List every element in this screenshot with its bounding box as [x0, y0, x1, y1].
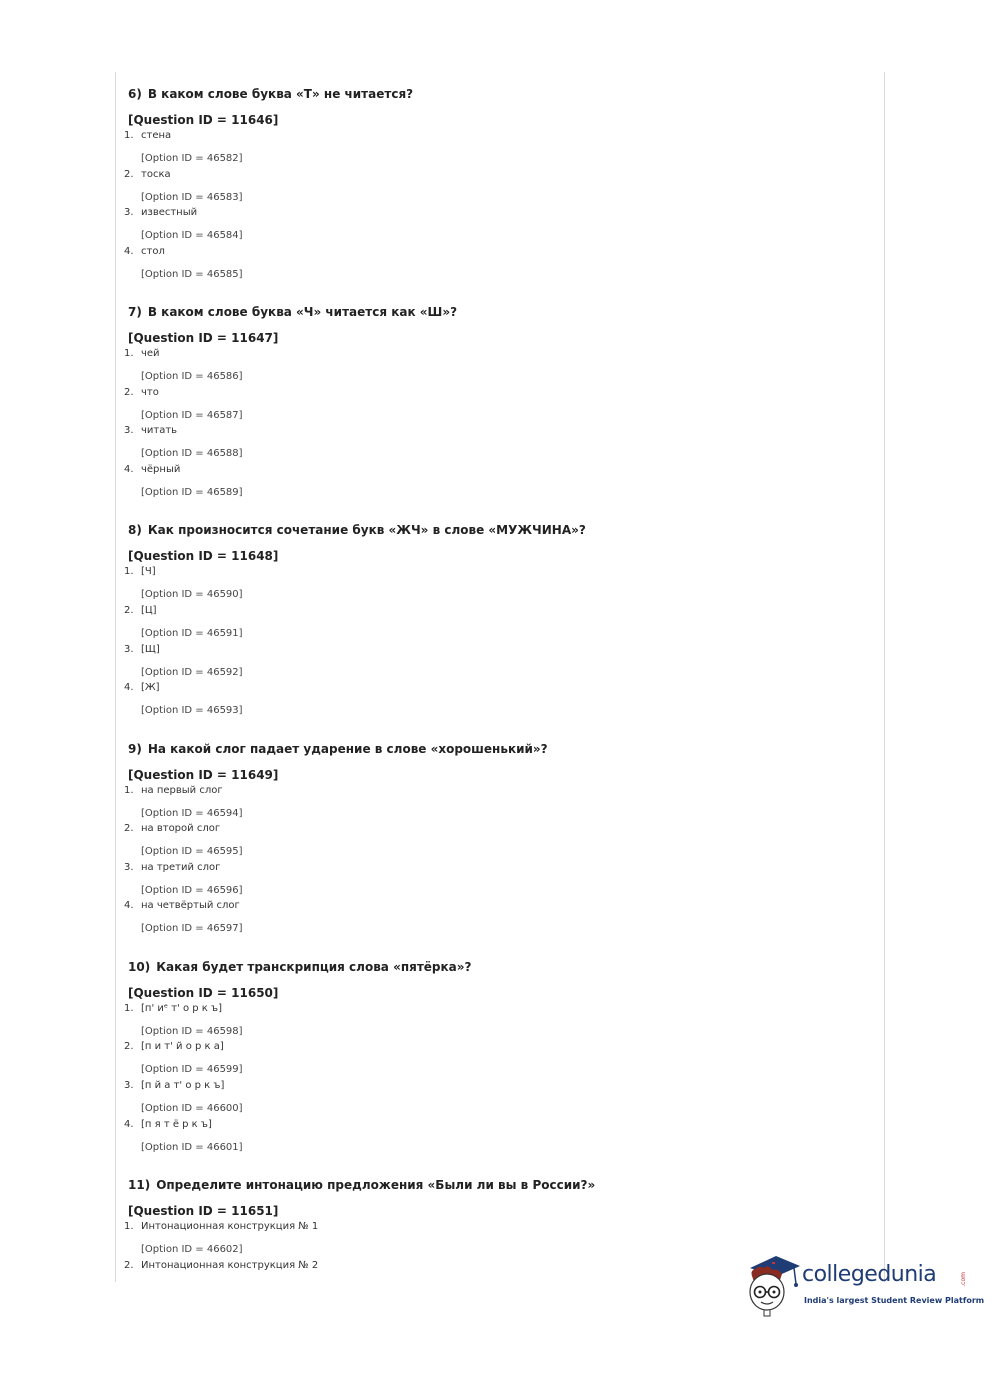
option-id: [Option ID = 46590]: [141, 589, 243, 601]
option-item: [124, 1002, 874, 1041]
question-number: 7): [128, 305, 142, 320]
option-text: [Ц]: [141, 604, 157, 616]
option-number: 4.: [124, 900, 134, 912]
option-item: [124, 1118, 874, 1157]
option-id: [Option ID = 46595]: [141, 846, 243, 858]
option-text: известный: [141, 207, 198, 219]
option-item: [124, 1079, 874, 1118]
option-number: 4.: [124, 463, 134, 475]
question-id: [Question ID = 11650]: [128, 985, 279, 1000]
option-text: [Ч]: [141, 566, 156, 578]
option-number: 2.: [124, 1041, 134, 1053]
option-number: 4.: [124, 1118, 134, 1130]
question-10: [124, 959, 874, 1177]
question-title: [124, 1177, 874, 1194]
option-id: [Option ID = 46589]: [141, 486, 243, 498]
question-title: [124, 959, 874, 976]
option-text: стена: [141, 130, 172, 141]
option-text: [п' иᵉ т' о р к ъ]: [141, 1002, 222, 1014]
option-list: [124, 1002, 874, 1156]
option-text: [п я т ё р к ъ]: [141, 1118, 212, 1130]
option-item: [124, 643, 874, 682]
option-text: чей: [141, 348, 160, 360]
question-8: [124, 522, 874, 740]
question-text: Как произносится сочетание букв «ЖЧ» в слове «МУЖЧИНА»?: [147, 523, 586, 538]
option-number: 3.: [124, 643, 134, 655]
option-item: [124, 245, 874, 284]
option-text: [Ж]: [141, 682, 160, 694]
option-number: 3.: [124, 207, 134, 219]
option-id: [Option ID = 46594]: [141, 807, 243, 819]
question-title: [124, 86, 874, 103]
page-rule-right: [884, 72, 885, 1282]
question-text: На какой слог падает ударение в слове «хорошенький»?: [147, 741, 548, 756]
option-item: [124, 1040, 874, 1079]
option-id: [Option ID = 46588]: [141, 448, 243, 460]
option-number: 3.: [124, 1079, 134, 1091]
option-number: 2.: [124, 823, 134, 835]
option-item: [124, 206, 874, 245]
option-text: что: [141, 386, 159, 398]
option-number: 2.: [124, 1259, 134, 1271]
option-text: [п й а т' о р к ъ]: [141, 1079, 225, 1091]
option-item: [124, 129, 874, 168]
option-number: 4.: [124, 682, 134, 694]
option-id: [Option ID = 46599]: [141, 1064, 243, 1076]
option-text: читать: [141, 425, 178, 437]
question-text: В каком слове буква «Ч» читается как «Ш»?: [147, 305, 458, 320]
option-text: [Щ]: [141, 643, 160, 655]
option-text: на первый слог: [141, 784, 223, 796]
question-text: В каком слове буква «Т» не читается?: [147, 87, 414, 101]
question-7: [124, 304, 874, 522]
option-item: [124, 463, 874, 502]
option-number: 1.: [124, 566, 134, 578]
question-title: [124, 741, 874, 758]
option-text: чёрный: [141, 463, 181, 475]
option-text: [п и т' й о р к а]: [141, 1041, 224, 1053]
question-9: [124, 741, 874, 959]
question-number: 8): [128, 523, 142, 538]
option-number: 4.: [124, 245, 134, 257]
logo-wordmark: collegedunia: [802, 1262, 937, 1287]
option-number: 3.: [124, 861, 134, 873]
option-number: 3.: [124, 425, 134, 437]
option-id: [Option ID = 46591]: [141, 627, 243, 639]
mascot-icon: [742, 1250, 802, 1318]
option-id: [Option ID = 46596]: [141, 884, 243, 896]
option-item: [124, 899, 874, 938]
question-id: [Question ID = 11647]: [128, 331, 279, 346]
option-text: стол: [141, 245, 165, 257]
option-item: [124, 822, 874, 861]
question-text: Определите интонацию предложения «Были ли вы в России?»: [156, 1177, 596, 1192]
option-id: [Option ID = 46592]: [141, 666, 243, 678]
option-id: [Option ID = 46598]: [141, 1025, 243, 1037]
option-number: 2.: [124, 386, 134, 398]
logo-domain-suffix: .com: [960, 1272, 967, 1287]
option-id: [Option ID = 46583]: [141, 191, 243, 203]
option-list: [124, 565, 874, 719]
question-title: [124, 522, 874, 539]
option-number: 1.: [124, 1220, 134, 1232]
option-text: на четвёртый слог: [141, 900, 240, 912]
question-id: [Question ID = 11646]: [128, 113, 279, 127]
option-list: [124, 347, 874, 501]
option-item: [124, 681, 874, 720]
option-text: на третий слог: [141, 861, 221, 873]
page-rule-left: [115, 72, 116, 1282]
question-number: 6): [128, 87, 142, 101]
option-text: на второй слог: [141, 823, 221, 835]
option-number: 1.: [124, 348, 134, 360]
question-id: [Question ID = 11651]: [128, 1203, 279, 1218]
option-item: [124, 604, 874, 643]
option-id: [Option ID = 46585]: [141, 268, 243, 280]
option-number: 2.: [124, 604, 134, 616]
option-item: [124, 168, 874, 207]
question-6: [124, 86, 874, 304]
option-item: [124, 424, 874, 463]
option-id: [Option ID = 46602]: [141, 1243, 243, 1255]
option-id: [Option ID = 46600]: [141, 1102, 243, 1114]
option-number: 2.: [124, 168, 134, 180]
option-item: [124, 386, 874, 425]
option-id: [Option ID = 46593]: [141, 705, 243, 717]
option-item: [124, 861, 874, 900]
question-number: 11): [128, 1177, 151, 1192]
question-title: [124, 304, 874, 321]
option-list: [124, 129, 874, 283]
question-list: [124, 86, 874, 1395]
question-id: [Question ID = 11648]: [128, 549, 279, 564]
option-list: [124, 784, 874, 938]
option-item: [124, 347, 874, 386]
option-number: 1.: [124, 1002, 134, 1014]
question-number: 10): [128, 959, 151, 974]
option-id: [Option ID = 46597]: [141, 923, 243, 935]
question-id: [Question ID = 11649]: [128, 767, 279, 782]
option-text: тоска: [141, 168, 171, 180]
question-text: Какая будет транскрипция слова «пятёрка»?: [156, 959, 472, 974]
option-id: [Option ID = 46586]: [141, 371, 243, 383]
option-id: [Option ID = 46582]: [141, 153, 243, 164]
question-number: 9): [128, 741, 142, 756]
logo-tagline: India's largest Student Review Platform: [804, 1296, 985, 1305]
option-id: [Option ID = 46601]: [141, 1141, 243, 1153]
option-number: 1.: [124, 130, 134, 141]
option-id: [Option ID = 46584]: [141, 230, 243, 242]
option-item: [124, 565, 874, 604]
collegedunia-logo: [742, 1250, 985, 1322]
option-id: [Option ID = 46587]: [141, 409, 243, 421]
option-number: 1.: [124, 784, 134, 796]
option-text: Интонационная конструкция № 2: [141, 1259, 319, 1271]
option-text: Интонационная конструкция № 1: [141, 1220, 319, 1232]
option-item: [124, 784, 874, 823]
